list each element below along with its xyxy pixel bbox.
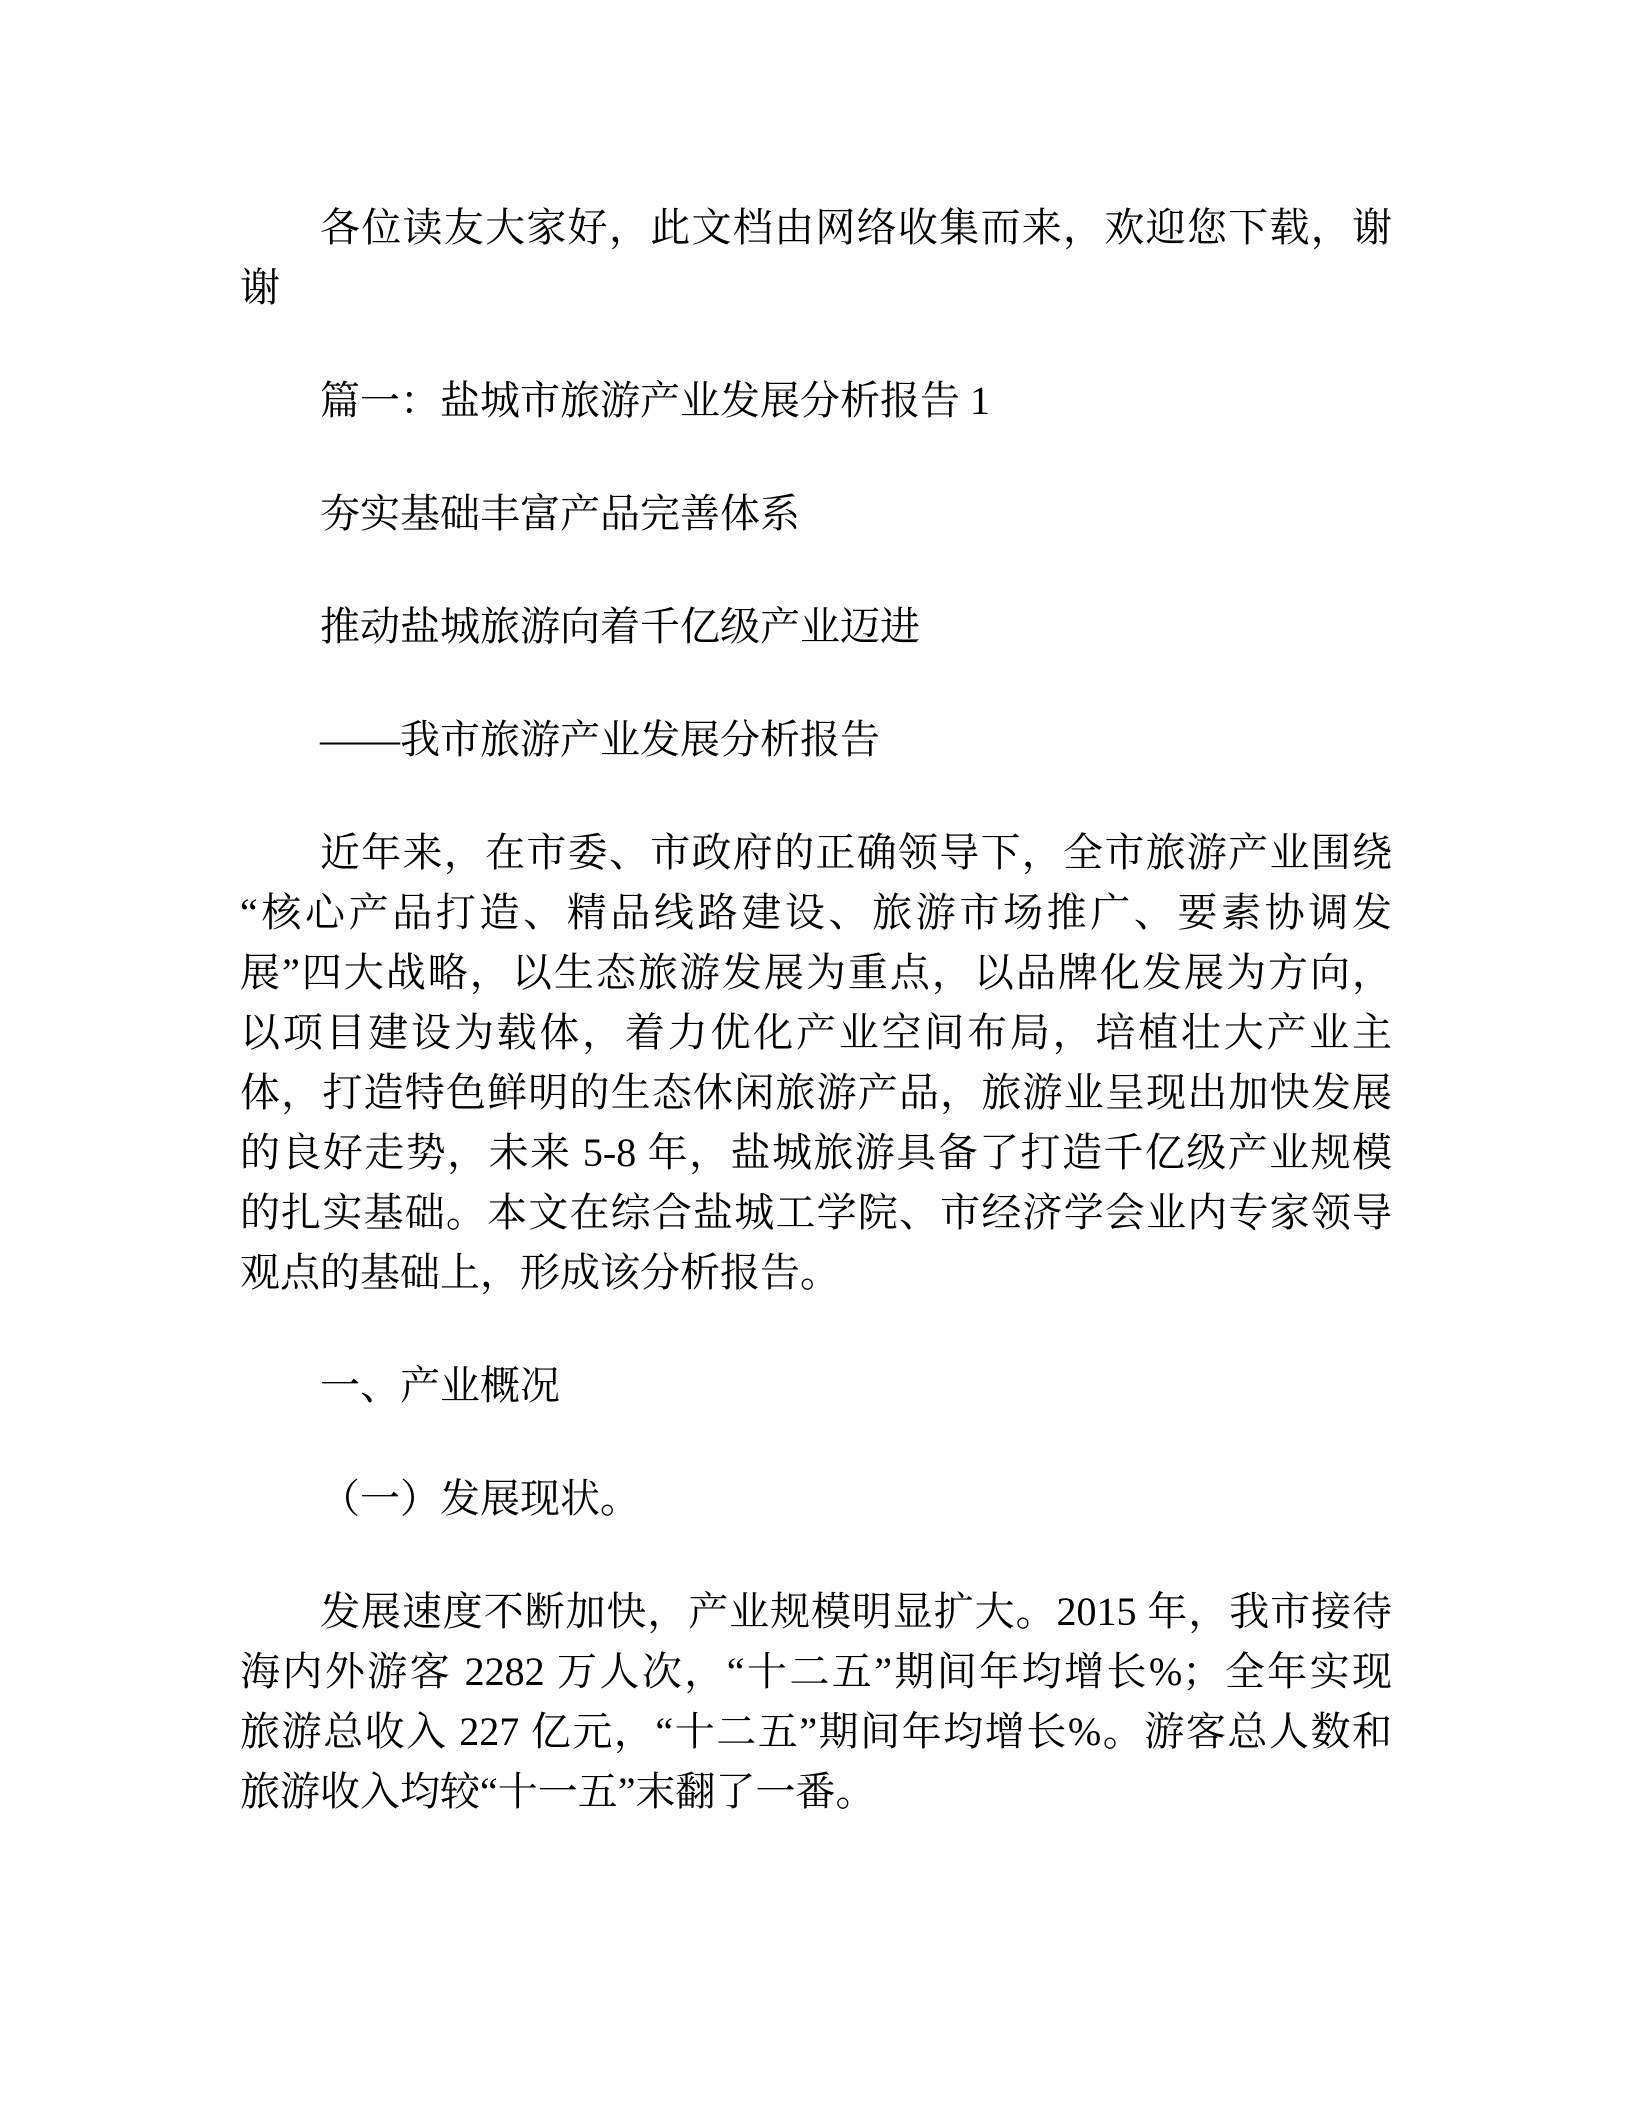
text-line: 海内外游客 2282 万人次，“十二五”期间年均增长%；全年实现 (240, 1649, 1392, 1694)
text-line: 推动盐城旅游向着千亿级产业迈进 (320, 604, 920, 649)
paragraph-headline-1 (240, 484, 1392, 544)
text-line: 发展速度不断加快，产业规模明显扩大。2015 年，我市接待 (320, 1589, 1392, 1634)
text-line: 观点的基础上，形成该分析报告。 (240, 1250, 840, 1295)
text-line: 展”四大战略，以生态旅游发展为重点，以品牌化发展为方向， (240, 950, 1392, 995)
text-line: 旅游总收入 227 亿元，“十二五”期间年均增长%。游客总人数和 (240, 1709, 1392, 1754)
text-line: 旅游收入均较“十一五”末翻了一番。 (240, 1769, 876, 1814)
text-line: 各位读友大家好，此文档由网络收集而来，欢迎您下载，谢 (320, 205, 1392, 250)
paragraph-intro (240, 823, 1392, 1303)
text-line: 谢 (240, 265, 280, 310)
text-line: ——我市旅游产业发展分析报告 (320, 717, 880, 762)
paragraph-greeting (240, 198, 1392, 318)
text-line: （一）发展现状。 (320, 1476, 640, 1521)
paragraph-section-1-1-title (240, 1469, 1392, 1529)
text-line: 一、产业概况 (320, 1363, 560, 1408)
text-line: 篇一：盐城市旅游产业发展分析报告 1 (320, 378, 990, 423)
paragraph-subtitle (240, 710, 1392, 770)
text-line: “核心产品打造、精品线路建设、旅游市场推广、要素协调发 (240, 890, 1392, 935)
document-body (240, 198, 1392, 1875)
paragraph-headline-2 (240, 597, 1392, 657)
text-line: 的良好走势，未来 5-8 年，盐城旅游具备了打造千亿级产业规模 (240, 1130, 1392, 1175)
text-line: 近年来，在市委、市政府的正确领导下，全市旅游产业围绕 (320, 830, 1392, 875)
paragraph-section-1-title (240, 1356, 1392, 1416)
text-line: 体，打造特色鲜明的生态休闲旅游产品，旅游业呈现出加快发展 (240, 1070, 1392, 1115)
paragraph-status (240, 1582, 1392, 1822)
text-line: 以项目建设为载体，着力优化产业空间布局，培植壮大产业主 (240, 1010, 1392, 1055)
text-line: 的扎实基础。本文在综合盐城工学院、市经济学会业内专家领导 (240, 1190, 1392, 1235)
paragraph-section-label (240, 371, 1392, 431)
text-line: 夯实基础丰富产品完善体系 (320, 491, 800, 536)
